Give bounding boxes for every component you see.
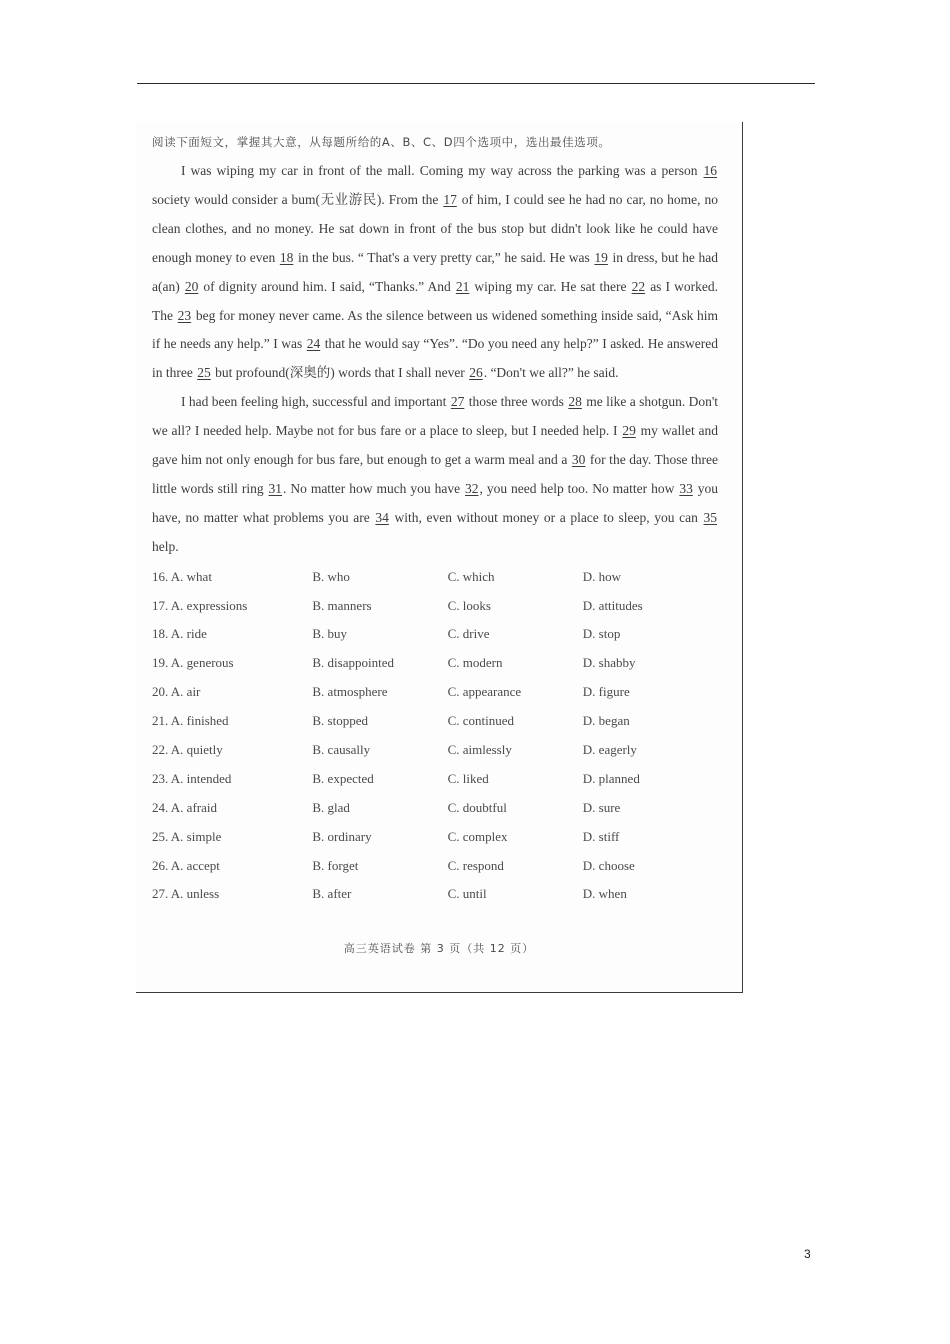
blank-23: 23 (177, 307, 192, 323)
option-row (152, 620, 718, 649)
option-b: B. ordinary (312, 828, 372, 844)
blank-28: 28 (568, 394, 582, 410)
option-b: B. atmosphere (312, 684, 388, 700)
option-row (152, 794, 718, 823)
blank-25: 25 (197, 365, 211, 381)
text-run: in the bus. “ That's a very pretty car,” he said. He was (294, 249, 594, 265)
option-d: D. how (582, 568, 622, 584)
scanned-exam-page (136, 122, 743, 993)
option-question: 17. A. expressions (152, 597, 248, 613)
option-row (152, 592, 718, 621)
option-row (152, 765, 718, 794)
option-c: C. looks (447, 597, 491, 613)
blank-34: 34 (375, 509, 389, 525)
option-d: D. planned (582, 770, 640, 786)
option-d: D. stop (582, 626, 621, 642)
text-run: with, even without money or a place to sleep, you can (389, 509, 703, 525)
option-d: D. sure (582, 799, 621, 815)
text-run: wiping my car. He sat there (470, 278, 631, 294)
option-question: 22. A. quietly (152, 742, 223, 758)
text-run: , you need help too. No matter how (479, 480, 679, 496)
option-c: C. which (447, 568, 495, 584)
text-run: as I worked. The (152, 278, 718, 323)
option-c: C. liked (447, 770, 489, 786)
option-b: B. stopped (312, 713, 368, 729)
text-run: those three words (465, 394, 568, 410)
blank-35: 35 (703, 509, 717, 525)
text-run: my wallet and gave him not only enough for bus fare, but enough to get a warm meal and a (152, 423, 718, 468)
blank-21: 21 (455, 278, 470, 294)
option-row (152, 852, 718, 881)
option-d: D. when (582, 886, 627, 902)
blank-19: 19 (594, 249, 608, 265)
option-question: 18. A. ride (152, 626, 207, 642)
option-b: B. expected (312, 770, 374, 786)
blank-22: 22 (631, 278, 646, 294)
option-row (152, 678, 718, 707)
option-c: C. appearance (447, 684, 522, 700)
option-c: C. modern (447, 655, 503, 671)
option-b: B. forget (312, 857, 359, 873)
option-c: C. respond (447, 857, 504, 873)
page-number: 3 (804, 1247, 811, 1261)
option-d: D. began (582, 713, 630, 729)
option-b: B. who (312, 568, 350, 584)
option-b: B. manners (312, 597, 372, 613)
text-run: society would consider a bum(无业游民). From the (152, 191, 443, 207)
text-run: beg for money never came. As the silence between us widened something inside said, “Ask him if he needs any help.” I was (152, 307, 718, 352)
text-run: I was wiping my car in front of the mall. Coming my way across the parking was a person (181, 163, 703, 178)
text-run: help. (152, 538, 179, 554)
option-b: B. disappointed (312, 655, 394, 671)
option-question: 25. A. simple (152, 828, 222, 844)
option-row (152, 649, 718, 678)
blank-17: 17 (443, 191, 457, 207)
blank-29: 29 (622, 423, 636, 439)
option-d: D. eagerly (582, 742, 637, 758)
option-b: B. glad (312, 799, 350, 815)
paragraph-1 (152, 157, 718, 388)
options-list (152, 563, 718, 910)
text-run: of him, I could see he had no car, no home, no clean clothes, and no money. He sat down in front of the bus stop but didn't look like he could have enough money to even (152, 191, 718, 265)
option-c: C. continued (447, 713, 515, 729)
option-c: C. aimlessly (447, 742, 512, 758)
option-question: 23. A. intended (152, 770, 232, 786)
text-run: . No matter how much you have (283, 480, 465, 496)
text-run: . “Don't we all?” he said. (483, 365, 619, 381)
option-question: 16. A. what (152, 568, 212, 584)
blank-33: 33 (679, 480, 693, 496)
instructions: 阅读下面短文，掌握其大意，从每题所给的A、B、C、D四个选项中，选出最佳选项。 (152, 135, 611, 149)
text-run: that he would say “Yes”. “Do you need any help?” I asked. He answered in three (152, 336, 718, 381)
option-b: B. buy (312, 626, 348, 642)
text-run: me like a shotgun. Don't we all? I needed help. Maybe not for bus fare or a place to sleep, but I needed help. I (152, 394, 719, 439)
blank-32: 32 (465, 480, 479, 496)
blank-26: 26 (469, 365, 483, 381)
option-c: C. until (447, 886, 487, 902)
option-row (152, 823, 718, 852)
option-row (152, 707, 718, 736)
option-d: D. stiff (582, 828, 620, 844)
option-b: B. after (312, 886, 352, 902)
option-question: 24. A. afraid (152, 799, 217, 815)
text-run: in dress, but he had a(an) (152, 249, 718, 294)
text-run: but profound(深奥的) words that I shall never (211, 365, 469, 381)
option-b: B. causally (312, 742, 371, 758)
text-run: of dignity around him. I said, “Thanks.” And (199, 278, 455, 294)
blank-18: 18 (279, 249, 294, 265)
option-row (152, 736, 718, 765)
option-row (152, 880, 718, 909)
blank-20: 20 (184, 278, 199, 294)
blank-16: 16 (703, 163, 717, 178)
text-run: for the day. Those three little words still ring (152, 452, 719, 496)
option-row (152, 563, 718, 592)
option-question: 26. A. accept (152, 857, 220, 873)
option-question: 27. A. unless (152, 886, 220, 902)
option-question: 20. A. air (152, 684, 201, 700)
option-d: D. figure (582, 684, 630, 700)
option-c: C. doubtful (447, 799, 507, 815)
option-d: D. choose (582, 857, 635, 873)
text-run: you have, no matter what problems you are (152, 480, 719, 525)
option-question: 21. A. finished (152, 713, 229, 729)
option-c: C. complex (447, 828, 508, 844)
blank-31: 31 (268, 480, 283, 496)
option-question: 19. A. generous (152, 655, 234, 671)
blank-24: 24 (306, 336, 321, 352)
blank-30: 30 (571, 452, 586, 468)
option-c: C. drive (447, 626, 490, 642)
header-rule (137, 83, 815, 84)
scan-content (152, 128, 718, 909)
option-d: D. attitudes (582, 597, 643, 613)
blank-27: 27 (450, 394, 465, 410)
option-d: D. shabby (582, 655, 636, 671)
paragraph-2 (152, 388, 718, 561)
text-run: I had been feeling high, successful and important (181, 394, 450, 410)
page-footer: 高三英语试卷 第 3 页（共 12 页） (343, 942, 535, 955)
